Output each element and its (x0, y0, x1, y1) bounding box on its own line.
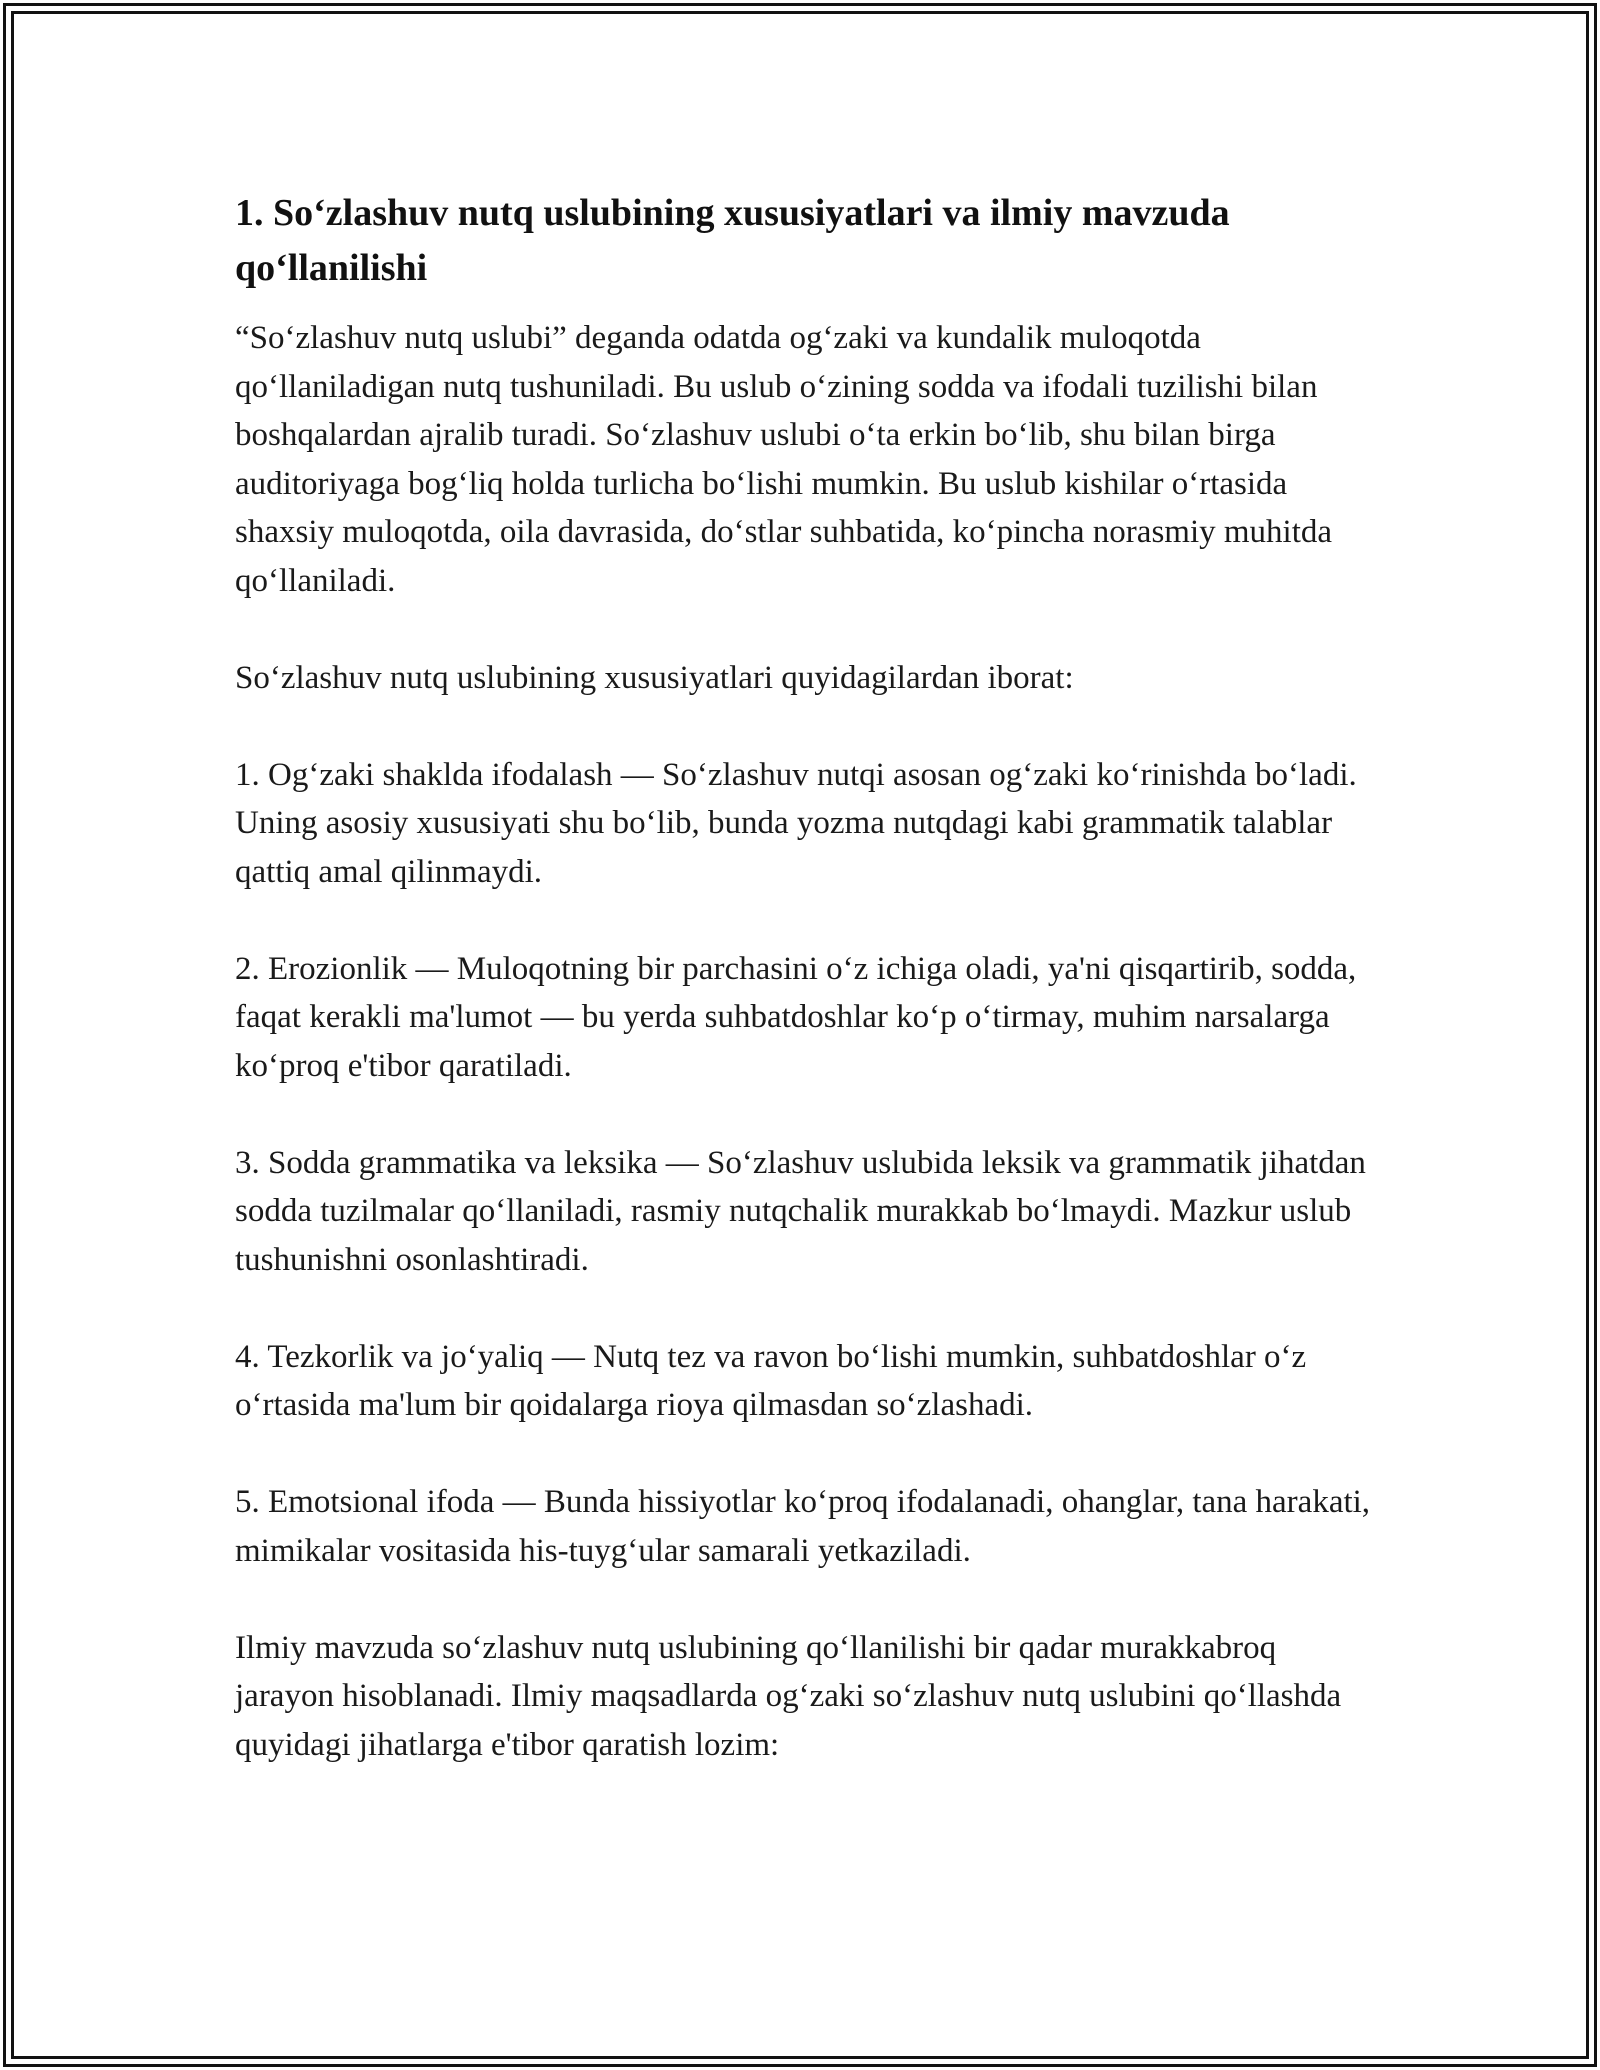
document-title: 1. So‘zlashuv nutq uslubining xususiyatlari va ilmiy mavzuda qo‘llanilishi (235, 192, 1230, 289)
paragraph-features-lead: So‘zlashuv nutq uslubining xususiyatlari quyidagilardan iborat: (235, 659, 1074, 696)
list-item-3: 3. Sodda grammatika va leksika — So‘zlashuv uslubida leksik va grammatik jihatdan sodda tuzilmalar qo‘llaniladi, rasmiy nutqchalik murakkab bo‘lmaydi. Mazkur uslub tushunishni osonlashtiradi. (235, 1144, 1366, 1278)
list-item-4: 4. Tezkorlik va jo‘yaliq — Nutq tez va ravon bo‘lishi mumkin, suhbatdoshlar o‘z o‘rtasida ma'lum bir qoidalarga rioya qilmasdan so‘zlashadi. (235, 1338, 1307, 1423)
document-body (235, 186, 1375, 1818)
list-item-1: 1. Og‘zaki shaklda ifodalash — So‘zlashuv nutqi asosan og‘zaki ko‘rinishda bo‘ladi. Uning asosiy xususiyati shu bo‘lib, bunda yozma nutqdagi kabi grammatik talablar qattiq amal qilinmaydi. (235, 756, 1357, 890)
list-item-2: 2. Erozionlik — Muloqotning bir parchasini o‘z ichiga oladi, ya'ni qisqartirib, sodda, faqat kerakli ma'lumot — bu yerda suhbatdoshlar ko‘p o‘tirmay, muhim narsalarga ko‘proq e'tibor qaratiladi. (235, 950, 1357, 1084)
paragraph-intro: “So‘zlashuv nutq uslubi” deganda odatda og‘zaki va kundalik muloqotda qo‘llaniladigan nutq tushuniladi. Bu uslub o‘zining sodda va ifodali tuzilishi bilan boshqalardan ajralib turadi. So‘zlashuv uslubi o‘ta erkin bo‘lib, shu bilan birga auditoriyaga bog‘liq holda turlicha bo‘lishi mumkin. Bu uslub kishilar o‘rtasida shaxsiy muloqotda, oila davrasida, do‘stlar suhbatida, ko‘pincha norasmiy muhitda qo‘llaniladi. (235, 320, 1333, 599)
list-item-5: 5. Emotsional ifoda — Bunda hissiyotlar ko‘proq ifodalanadi, ohanglar, tana harakati, mimikalar vositasida his-tuyg‘ular samarali yetkaziladi. (235, 1484, 1371, 1569)
paragraph-scientific-usage: Ilmiy mavzuda so‘zlashuv nutq uslubining qo‘llanilishi bir qadar murakkabroq jarayon hisoblanadi. Ilmiy maqsadlarda og‘zaki so‘zlashuv nutq uslubini qo‘llashda quyidagi jihatlarga e'tibor qaratish lozim: (235, 1629, 1342, 1763)
